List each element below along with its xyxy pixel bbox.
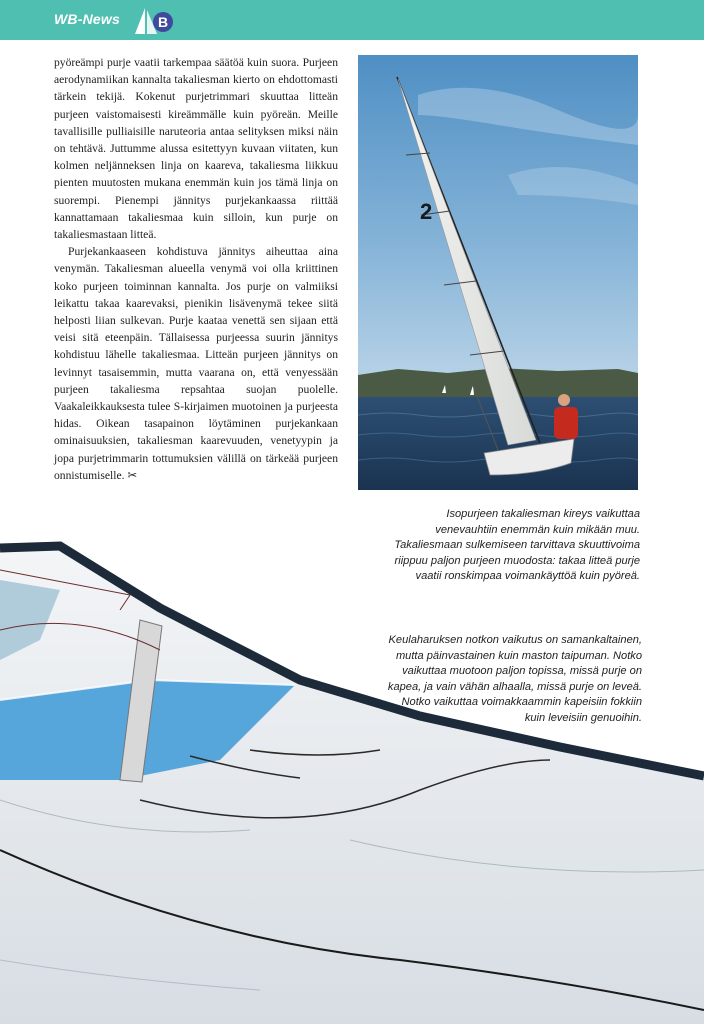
sailor-jacket bbox=[554, 407, 578, 439]
sail-closeup-photo bbox=[0, 540, 704, 1024]
wb-logo-icon bbox=[131, 6, 177, 36]
photo-caption: Isopurjeen takaliesman kireys vaikuttaa venevauhtiin enemmän kuin mikään muu. Takaliesmaan sulkemiseen tarvittava skuuttivoima riippuu paljon purjeen muodosta: takaa litteä purje vaatii ronskimpaa voimankäyttöä kuin pyöreä. bbox=[394, 508, 640, 583]
sailor-head bbox=[558, 394, 570, 406]
article-paragraph-2 bbox=[54, 243, 338, 484]
brand-name: WB-News bbox=[54, 11, 120, 27]
article-paragraph-2-text: Purjekankaaseen kohdistuva jännitys aiheuttaa aina venymän. Takaliesman alueella venymä voi olla kriittinen koko purjeen toiminnan kannalta. Jos purje on valmiiksi leikattu takaa kaarevaksi, pienikin lisävenymä tekee siitä helposti liian sulkevan. Purje kaataa venettä sen sijaan että veisi sitä eteenpäin. Tällaisessa purjeessa suurin jännitys kohdistuu lähelle takaliesmaa. Litteän purjeen jännitys on levinnyt tasaisemmin, mutta vaarana on, että venyessään purjeen takaliesma repsahtaa suojan puolelle. Vaakaleikkauksesta tulee S-kirjaimen muotoinen ja purjeesta hidas. Oikean tasapainon löytäminen purjekankaan ominaisuuksien, takaliesman kaarevuuden, venetyypin ja jopa purjetrimmarin tottumuksien välillä on tärkeää purjeen onnistumiselle. bbox=[54, 245, 338, 482]
sail-number: 2 bbox=[420, 199, 433, 224]
scissors-end-icon: ✂ bbox=[127, 468, 138, 482]
sailboat-photo bbox=[358, 55, 638, 490]
logo-letter: B bbox=[157, 14, 169, 30]
article-body bbox=[54, 54, 338, 484]
sail-caption: Keulaharuksen notkon vaikutus on samankaltainen, mutta päinvastainen kuin maston taipuman. Notko vaikuttaa muotoon paljon topissa, missä purje on kapea, ja vain vähän alhaalla, missä purje on leveä. Notko vaikuttaa voimakkaammin kapeisiin fokkiin kuin leveisiin genuoihin. bbox=[387, 634, 642, 724]
article-paragraph-1: pyöreämpi purje vaatii tarkempaa säätöä kuin suora. Purjeen aerodynamiikan kannalta takaliesman kierto on ehdottomasti tärkein tekijä. Kokenut purjetrimmari skuuttaa litteän purjeen vaistomaisesti kireämmälle kuin pyöreän. Meille tavallisille pulliaisille naruteoria antaa selityksen miksi näin on tehtävä. Juttumme alussa esitettyyn kuvaan viitaten, kun kolmen neljänneksen linja on kaareva, takaliesma liikkuu pienten muutosten mukana enemmän kuin jos tämä linja on suorempi. Pienempi jännitys purjekankaassa riittää kannattamaan takaliesmaa kuin silloin, kun purje on takaliesmastaan litteä. bbox=[54, 56, 338, 242]
sail-cloth bbox=[0, 550, 704, 1024]
